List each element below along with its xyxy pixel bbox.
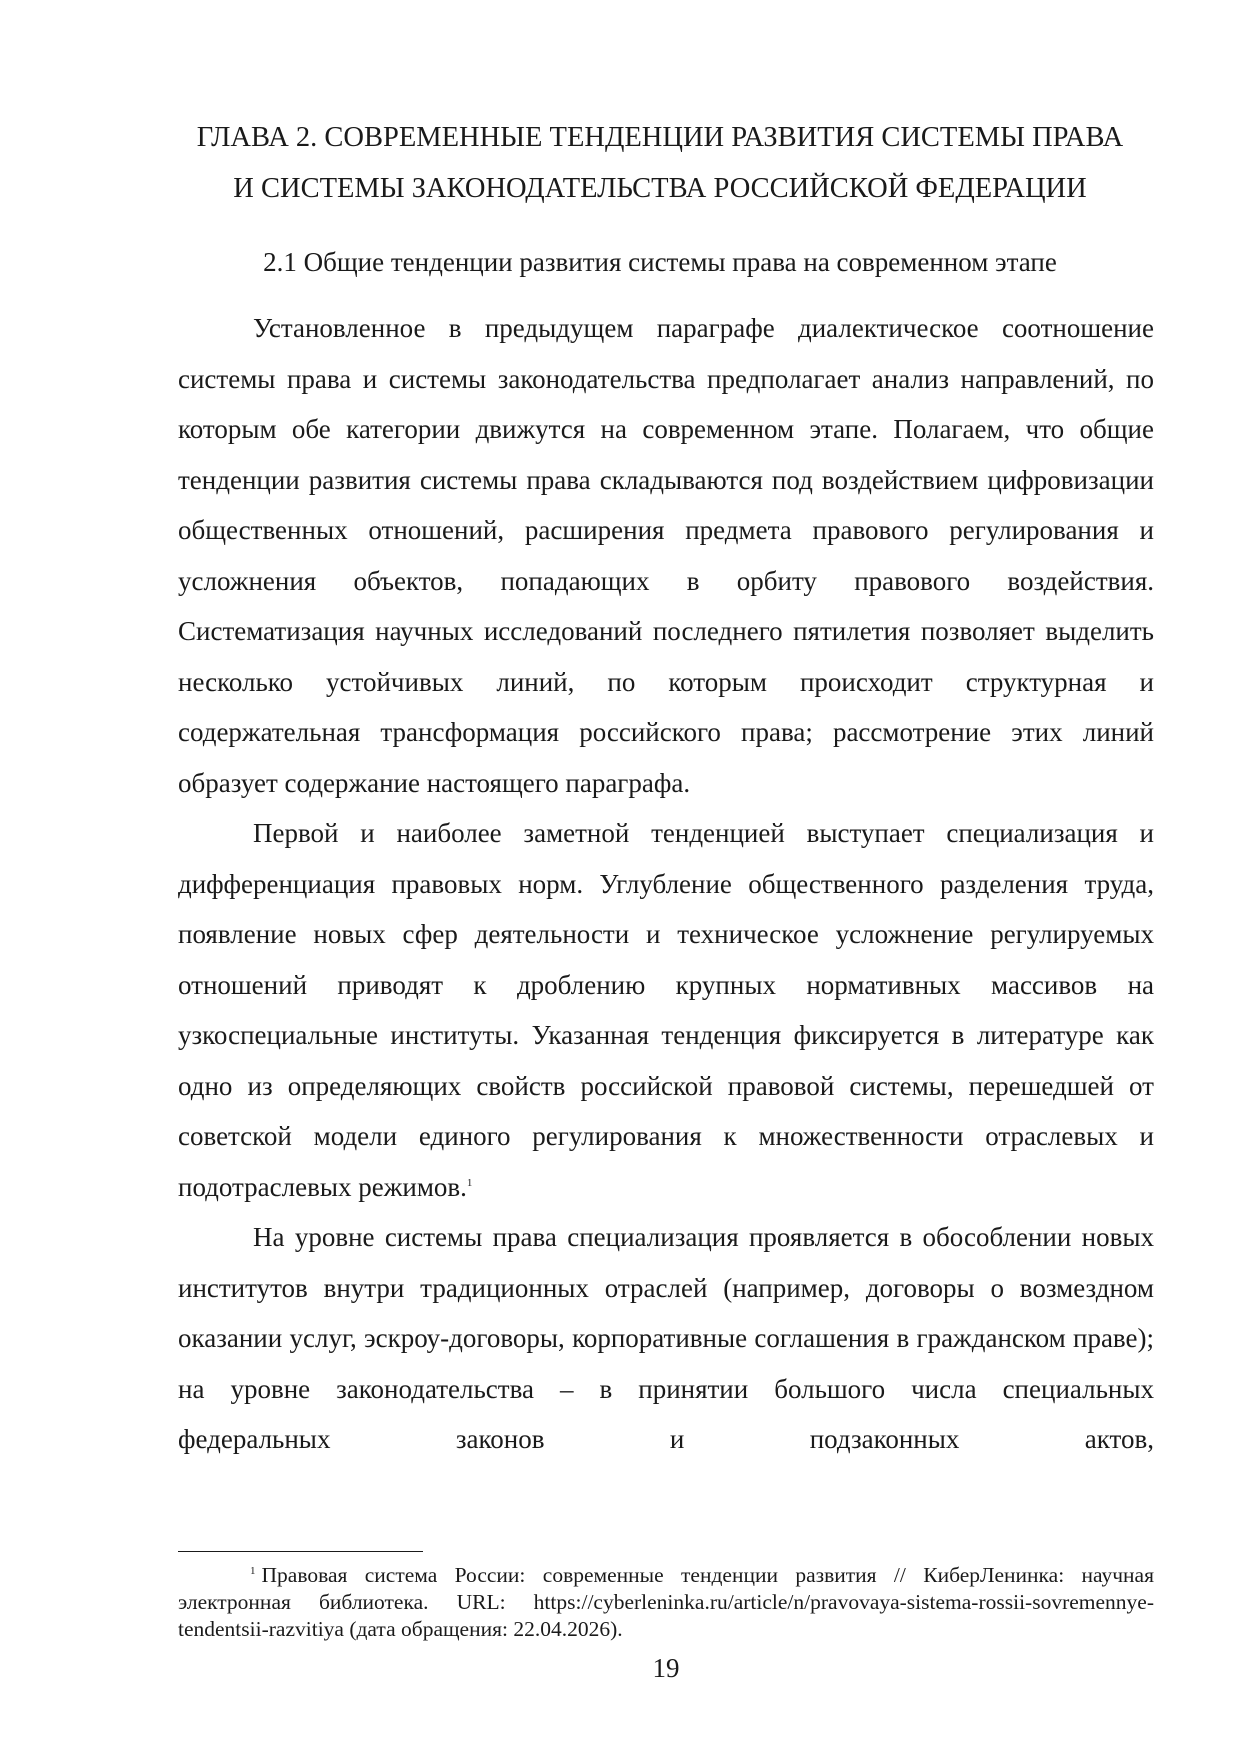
chapter-title [160, 112, 1160, 214]
paragraph-2 [178, 808, 1154, 1212]
paragraph-1: Установленное в предыдущем параграфе диалектическое соотношение системы права и системы законодательства предполагает анализ направлений, по которым обе категории движутся на современном этапе. Полагаем, что общие тенденции развития системы права складываются под воздействием цифровизации общественных отношений, расширения предмета правового регулирования и усложнения объектов, попадающих в орбиту правового воздействия. Систематизация научных исследований последнего пятилетия позволяет выделить несколько устойчивых линий, по которым происходит структурная и содержательная трансформация российского права; рассмотрение этих линий образует содержание настоящего параграфа. [178, 313, 1154, 798]
chapter-title-line-1: ГЛАВА 2. СОВРЕМЕННЫЕ ТЕНДЕНЦИИ РАЗВИТИЯ СИСТЕМЫ ПРАВА [196, 122, 1124, 153]
paragraph-3: На уровне системы права специализация проявляется в обособлении новых институтов внутри традиционных отраслей (например, договоры о возмездном оказании услуг, эскроу-договоры, корпоративные соглашения в гражданском праве); на уровне законодательства – в принятии большого числа специальных федеральных законов и подзаконных актов, [178, 1222, 1154, 1454]
body-text [178, 303, 1154, 1465]
page-number: 19 [652, 1653, 680, 1683]
paragraph-2-text: Первой и наиболее заметной тенденцией выступает специализация и дифференциация правовых норм. Углубление общественного разделения труда, появление новых сфер деятельности и техническое усложнение регулируемых отношений приводят к дроблению крупных нормативных массивов на узкоспециальные институты. Указанная тенденция фиксируется в литературе как одно из определяющих свойств российской правовой системы, перешедшей от советской модели единого регулирования к множественности отраслевых и подотраслевых режимов. [178, 818, 1154, 1202]
footnote-reference[interactable]: 1 [466, 1176, 473, 1189]
footnote-number: 1 [250, 1564, 256, 1577]
footnote [178, 1562, 1154, 1643]
section-title: 2.1 Общие тенденции развития системы права на современном этапе [263, 247, 1057, 277]
chapter-title-line-2: И СИСТЕМЫ ЗАКОНОДАТЕЛЬСТВА РОССИЙСКОЙ ФЕДЕРАЦИИ [233, 173, 1087, 204]
footnote-separator [178, 1551, 423, 1552]
footnote-text: Правовая система России: современные тенденции развития // КиберЛенинка: научная электронная библиотека. URL: https://cyberleninka.ru/article/n/pravovaya-sistema-rossii-sovremennye-tendentsii-razvitiya (дата обращения: 22.04.2026). [178, 1563, 1154, 1641]
